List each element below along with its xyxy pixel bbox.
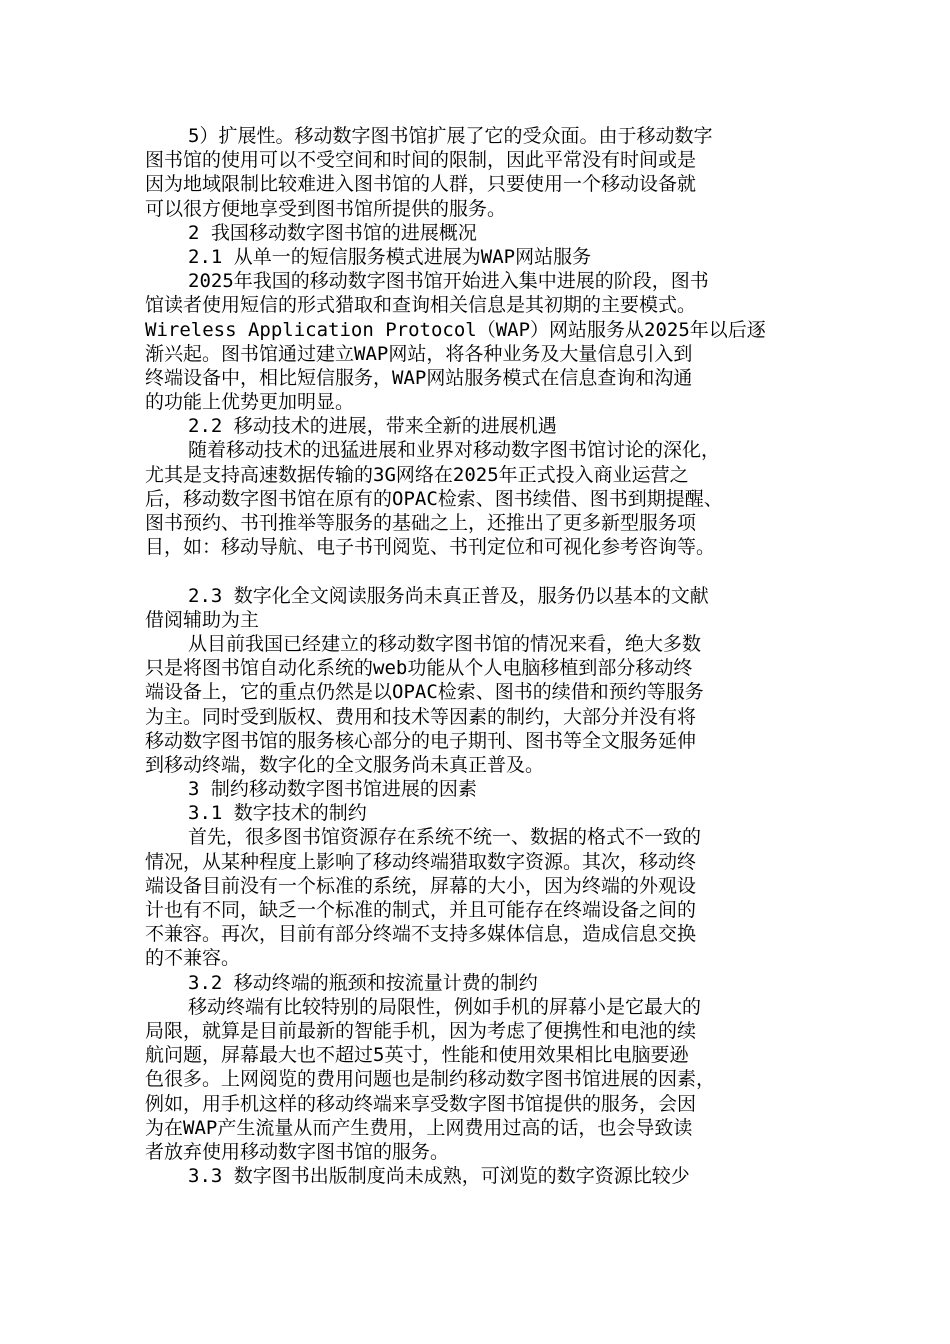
paragraph-line: 例如，用手机这样的移动终端来享受数字图书馆提供的服务，会因 bbox=[145, 1092, 697, 1115]
paragraph-line: 的不兼容。 bbox=[145, 947, 241, 970]
paragraph-line: 的功能上优势更加明显。 bbox=[145, 391, 355, 414]
paragraph-line: 首先，很多图书馆资源存在系统不统一、数据的格式不一致的 bbox=[188, 826, 702, 849]
paragraph-line: 为在WAP产生流量从而产生费用，上网费用过高的话，也会导致读 bbox=[145, 1116, 693, 1139]
subsection-heading: 2.3 数字化全文阅读服务尚未真正普及，服务仍以基本的文献 bbox=[188, 584, 709, 607]
paragraph-line: 移动数字图书馆的服务核心部分的电子期刊、图书等全文服务延伸 bbox=[145, 729, 697, 752]
paragraph-line: 移动终端有比较特别的局限性，例如手机的屏幕小是它最大的 bbox=[188, 995, 702, 1018]
subsection-heading: 3.3 数字图书出版制度尚未成熟，可浏览的数字资源比较少 bbox=[188, 1165, 690, 1188]
paragraph-line: 端设备上，它的重点仍然是以OPAC检索、图书的续借和预约等服务 bbox=[145, 681, 704, 704]
section-heading: 3 制约移动数字图书馆进展的因素 bbox=[188, 778, 477, 801]
paragraph-line: 图书预约、书刊推举等服务的基础之上，还推出了更多新型服务项 bbox=[145, 512, 697, 534]
subsection-heading: 2.2 移动技术的进展，带来全新的进展机遇 bbox=[188, 415, 557, 438]
subsection-heading: 3.2 移动终端的瓶颈和按流量计费的制约 bbox=[188, 971, 538, 994]
paragraph-line: 终端设备中，相比短信服务，WAP网站服务模式在信息查询和沟通 bbox=[145, 366, 693, 389]
paragraph-line: 为主。同时受到版权、费用和技术等因素的制约，大部分并没有将 bbox=[145, 705, 697, 728]
paragraph-line: 只是将图书馆自动化系统的web功能从个人电脑移植到部分移动终 bbox=[145, 657, 693, 680]
paragraph-line: 馆读者使用短信的形式猎取和查询相关信息是其初期的主要模式。 bbox=[145, 294, 697, 317]
paragraph-line: 因为地域限制比较难进入图书馆的人群，只要使用一个移动设备就 bbox=[145, 173, 697, 196]
paragraph-line: 从目前我国已经建立的移动数字图书馆的情况来看，绝大多数 bbox=[188, 632, 702, 655]
subsection-heading-continued: 借阅辅助为主 bbox=[145, 608, 260, 631]
paragraph-line: 尤其是支持高速数据传输的3G网络在2025年正式投入商业运营之 bbox=[145, 463, 689, 486]
paragraph-line: 2025年我国的移动数字图书馆开始进入集中进展的阶段，图书 bbox=[188, 270, 709, 293]
paragraph-line: 端设备目前没有一个标准的系统，屏幕的大小，因为终端的外观设 bbox=[145, 874, 697, 897]
paragraph-line: 随着移动技术的迅猛进展和业界对移动数字图书馆讨论的深化， bbox=[188, 439, 721, 462]
subsection-heading: 3.1 数字技术的制约 bbox=[188, 802, 367, 825]
paragraph-line: 后，移动数字图书馆在原有的OPAC检索、图书续借、图书到期提醒、 bbox=[145, 487, 723, 510]
document-page bbox=[145, 124, 815, 1188]
paragraph-line: 色很多。上网阅览的费用问题也是制约移动数字图书馆进展的因素， bbox=[145, 1068, 716, 1091]
paragraph-line: 渐兴起。图书馆通过建立WAP网站，将各种业务及大量信息引入到 bbox=[145, 342, 693, 365]
paragraph-line: 局限，就算是目前最新的智能手机，因为考虑了便携性和电池的续 bbox=[145, 1019, 697, 1042]
paragraph-line: 图书馆的使用可以不受空间和时间的限制，因此平常没有时间或是 bbox=[145, 149, 697, 172]
subsection-heading: 2.1 从单一的短信服务模式进展为WAP网站服务 bbox=[188, 245, 592, 268]
paragraph-line: 可以很方便地享受到图书馆所提供的服务。 bbox=[145, 197, 507, 220]
paragraph-line: 航问题，屏幕最大也不超过5英寸，性能和使用效果相比电脑要逊 bbox=[145, 1044, 689, 1067]
paragraph-line: 者放弃使用移动数字图书馆的服务。 bbox=[145, 1140, 450, 1163]
paragraph-line: 计也有不同，缺乏一个标准的制式，并且可能存在终端设备之间的 bbox=[145, 899, 697, 921]
paragraph-line: 到移动终端，数字化的全文服务尚未真正普及。 bbox=[145, 753, 545, 776]
paragraph-line: 情况，从某种程度上影响了移动终端猎取数字资源。其次，移动终 bbox=[145, 850, 697, 873]
paragraph-line: 目，如：移动导航、电子书刊阅览、书刊定位和可视化参考咨询等。 bbox=[145, 536, 716, 559]
paragraph-line: 不兼容。再次，目前有部分终端不支持多媒体信息，造成信息交换 bbox=[145, 923, 697, 946]
section-heading: 2 我国移动数字图书馆的进展概况 bbox=[188, 221, 477, 244]
paragraph-line: Wireless Application Protocol（WAP）网站服务从2025年以后逐 bbox=[145, 318, 766, 341]
paragraph-line: 5）扩展性。移动数字图书馆扩展了它的受众面。由于移动数字 bbox=[188, 125, 713, 147]
blank-line bbox=[145, 559, 815, 583]
